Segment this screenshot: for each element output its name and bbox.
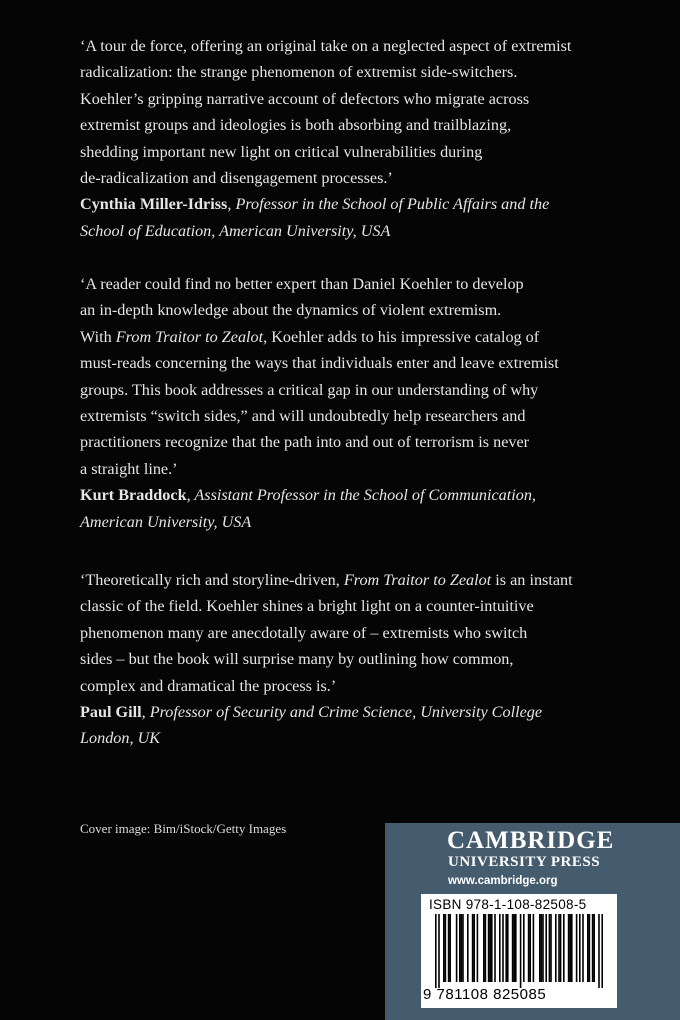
- book-title: From Traitor to Zealot: [343, 571, 492, 589]
- barcode-bar: [483, 914, 485, 982]
- barcode-bar: [539, 914, 541, 982]
- barcode-bar: [448, 914, 450, 982]
- barcode-bar: [558, 914, 560, 982]
- endorsement-miller-idriss: [80, 33, 620, 244]
- barcode-bar: [505, 914, 507, 982]
- barcode: [425, 914, 613, 988]
- author-name: Cynthia Miller-Idriss: [80, 195, 228, 214]
- barcode-digits: 9 781108 825085: [423, 986, 547, 1003]
- barcode-bar: [462, 914, 464, 982]
- author-name: Kurt Braddock: [80, 486, 187, 505]
- endorsement-text: ‘A reader could find no better expert than Daniel Koehler to develop an in-depth knowledge about the dynamics of violent extremism. With From Traitor to Zealot, Koehler adds to his impressive catalog of must-reads concerning the ways that individuals enter and leave extremist groups. This book addresses a critical gap in our understanding of why extremists “switch sides,” and will undoubtedly help researchers and practitioners recognize that the path into and out of terrorism is never a straight line.’: [80, 275, 559, 478]
- barcode-bar: [520, 914, 522, 988]
- barcode-bar: [523, 914, 525, 982]
- barcode-bar: [545, 914, 547, 982]
- barcode-bar: [499, 914, 501, 982]
- book-title: From Traitor to Zealot: [115, 327, 264, 346]
- endorsement-attribution: Cynthia Miller-Idriss, Professor in the School of Public Affairs and the School of Education, American University, USA: [80, 195, 550, 240]
- barcode-bar: [443, 914, 445, 982]
- endorsement-text: ‘A tour de force, offering an original take on a neglected aspect of extremist radicalization: the strange phenomenon of extremist side-switchers. Koehler’s gripping narrative account of defectors who migrate across extremist groups and ideologies is both absorbing and trailblazing, shedding important new light on critical vulnerabilities during de-radicalization and disengagement processes.’: [80, 37, 572, 188]
- barcode-bar: [491, 914, 493, 982]
- barcode-bar: [542, 914, 544, 982]
- barcode-bar: [515, 914, 517, 982]
- barcode-bar: [512, 914, 514, 982]
- author-name: Paul Gill: [80, 703, 142, 722]
- publisher-logo-name: CAMBRIDGE: [447, 827, 615, 854]
- barcode-bar: [593, 914, 595, 982]
- barcode-bar: [438, 914, 440, 988]
- barcode-bar: [459, 914, 461, 982]
- barcode-bar: [579, 914, 581, 982]
- barcode-bar: [445, 914, 447, 982]
- barcode-bar: [592, 914, 594, 982]
- barcode-bar: [494, 914, 496, 982]
- endorsement-attribution: Kurt Braddock, Assistant Professor in the School of Communication, American University, USA: [80, 486, 536, 531]
- barcode-bar: [533, 914, 535, 982]
- barcode-bar: [589, 914, 591, 982]
- isbn-label: ISBN 978-1-108-82508-5: [429, 897, 587, 912]
- barcode-bar: [563, 914, 565, 982]
- barcode-bar: [529, 914, 531, 982]
- barcode-bar: [549, 914, 551, 982]
- barcode-bar: [456, 914, 458, 982]
- endorsement-braddock: [80, 271, 620, 535]
- barcode-bar: [461, 914, 463, 982]
- barcode-bar: [528, 914, 530, 982]
- cover-image-credit: Cover image: Bim/iStock/Getty Images: [80, 821, 287, 836]
- barcode-bar: [587, 914, 589, 982]
- barcode-bar: [489, 914, 491, 982]
- barcode-bar: [507, 914, 509, 982]
- barcode-bar: [576, 914, 578, 982]
- barcode-bar: [571, 914, 573, 982]
- barcode-bar: [488, 914, 490, 982]
- barcode-bar: [541, 914, 543, 982]
- barcode-bar: [473, 914, 475, 982]
- barcode-bar: [449, 914, 451, 982]
- publisher-panel: [385, 823, 680, 1020]
- barcode-bar: [435, 914, 437, 988]
- barcode-bar: [582, 914, 584, 982]
- barcode-bar: [502, 914, 504, 982]
- barcode-bar: [550, 914, 552, 982]
- barcode-bar: [569, 914, 571, 982]
- barcode-bar: [598, 914, 600, 988]
- barcode-bar: [568, 914, 570, 982]
- barcode-bar: [555, 914, 557, 982]
- publisher-url: www.cambridge.org: [448, 875, 558, 887]
- barcode-bar: [513, 914, 515, 982]
- publisher-logo-subname: UNIVERSITY PRESS: [448, 854, 601, 870]
- barcode-bar: [601, 914, 603, 988]
- barcode-bar: [477, 914, 479, 982]
- barcode-bar: [472, 914, 474, 982]
- barcode-box: [421, 894, 617, 1008]
- endorsement-attribution: Paul Gill, Professor of Security and Crime Science, University College London, UK: [80, 703, 543, 748]
- endorsement-text: ‘Theoretically rich and storyline-driven, From Traitor to Zealot is an instant classic of the field. Koehler shines a bright light on a counter-intuitive phenomenon many are anecdotally aware of – extremists who switch sides – but the book will surprise many by outlining how common, complex and dramatical the process is.’: [80, 571, 573, 695]
- barcode-bar: [560, 914, 562, 982]
- barcode-bar: [467, 914, 469, 982]
- endorsement-gill: [80, 567, 620, 752]
- barcode-bar: [485, 914, 487, 982]
